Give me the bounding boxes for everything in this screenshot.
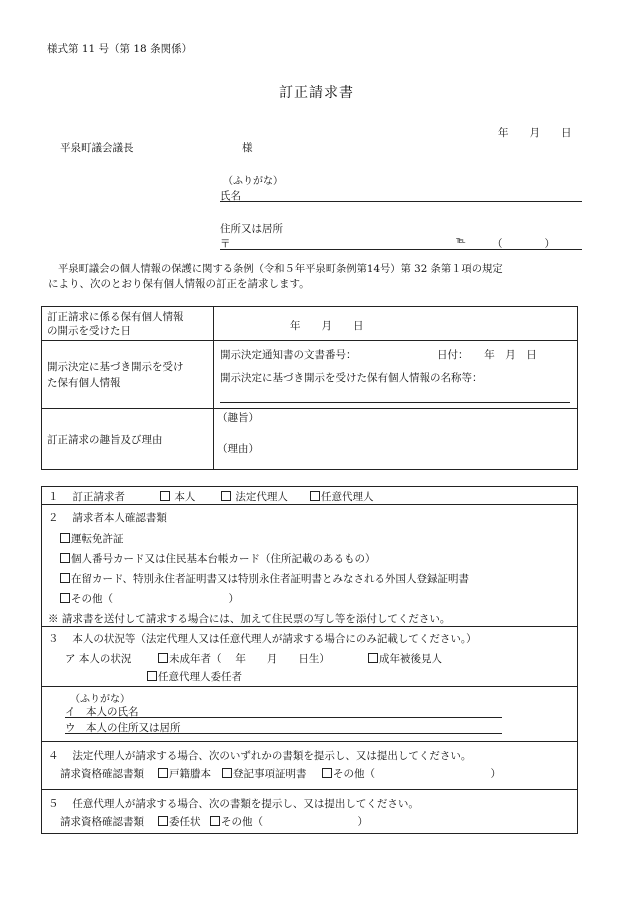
option-self[interactable] bbox=[160, 489, 195, 504]
option-delegator[interactable] bbox=[147, 669, 242, 684]
option-registry-cert[interactable] bbox=[222, 766, 307, 781]
option-label: 任意代理人委任者 bbox=[158, 671, 242, 683]
table-row-line bbox=[41, 741, 577, 742]
option-label: その他（ ） bbox=[221, 816, 368, 828]
checkbox[interactable] bbox=[147, 671, 157, 681]
principal-name-label: イ 本人の氏名 bbox=[65, 706, 139, 718]
principal-address-field[interactable] bbox=[65, 733, 502, 734]
row2-label-1: 開示決定に基づき開示を受け bbox=[47, 361, 184, 373]
checkbox[interactable] bbox=[210, 816, 220, 826]
id-doc-label: 個人番号カード又は住民基本台帳カード（住所記載のあるもの） bbox=[71, 553, 376, 565]
id-doc-label: 在留カード、特別永住者証明書又は特別永住者証明書とみなされる外国人登録証明書 bbox=[71, 573, 470, 585]
option-label: 本人 bbox=[174, 491, 196, 503]
name-field[interactable] bbox=[220, 201, 582, 202]
option-label: 未成年者（ 年 月 日生） bbox=[169, 653, 330, 665]
row3-label: 訂正請求の趣旨及び理由 bbox=[47, 434, 163, 446]
date-line: 年 月 日 bbox=[498, 127, 572, 139]
furigana-label: （ふりがな） bbox=[223, 176, 283, 187]
option-label: 登記事項証明書 bbox=[233, 768, 307, 780]
row2-name[interactable]: 開示決定に基づき開示を受けた保有個人情報の名称等： bbox=[220, 372, 483, 384]
checkbox[interactable] bbox=[158, 768, 168, 778]
intro-line-1: 平泉町議会の個人情報の保護に関する条例（令和５年平泉町条例第14号）第 32 条第１項の規定 bbox=[58, 263, 503, 275]
section5-heading: ５ 任意代理人が請求する場合、次の書類を提示し、又は提出してください。 bbox=[48, 798, 419, 810]
option-label: 戸籍謄本 bbox=[169, 768, 211, 780]
table-row-line bbox=[41, 408, 577, 409]
table-divider bbox=[213, 306, 214, 469]
checkbox[interactable] bbox=[322, 768, 332, 778]
intro-line-2: により、次のとおり保有個人情報の訂正を請求します。 bbox=[48, 278, 310, 290]
table-row-line bbox=[41, 626, 577, 627]
row1-value[interactable]: 年 月 日 bbox=[290, 320, 364, 332]
checkbox[interactable] bbox=[160, 491, 170, 501]
section3-heading: ３ 本人の状況等（法定代理人又は任意代理人が請求する場合にのみ記載してください。） bbox=[48, 633, 477, 645]
option-power-of-attorney[interactable] bbox=[158, 814, 201, 829]
row3-reason[interactable]: （理由） bbox=[217, 443, 259, 455]
id-doc-label: その他（ ） bbox=[71, 593, 239, 605]
page-title: 訂正請求書 bbox=[279, 85, 354, 101]
option-legal-agent[interactable] bbox=[221, 489, 288, 504]
section4-heading: ４ 法定代理人が請求する場合、次のいずれかの書類を提示し、又は提出してください。 bbox=[48, 750, 472, 762]
section4-docs-label: 請求資格確認書類 bbox=[60, 768, 144, 780]
checkbox[interactable] bbox=[60, 533, 70, 543]
principal-name-field[interactable] bbox=[65, 717, 502, 718]
id-doc-1[interactable] bbox=[60, 531, 124, 546]
row2-date[interactable]: 日付： 年 月 日 bbox=[437, 349, 537, 361]
checkbox[interactable] bbox=[368, 653, 378, 663]
option-ward[interactable] bbox=[368, 651, 442, 666]
option-label: 成年被後見人 bbox=[379, 653, 442, 665]
row2-doc-no[interactable]: 開示決定通知書の文書番号： bbox=[220, 349, 357, 361]
table-row-line bbox=[41, 789, 577, 790]
option-label: 任意代理人 bbox=[321, 491, 374, 503]
checkbox[interactable] bbox=[60, 573, 70, 583]
option-other-5[interactable] bbox=[210, 814, 368, 829]
row1-label-2: の開示を受けた日 bbox=[47, 325, 131, 337]
section5-docs-label: 請求資格確認書類 bbox=[60, 816, 144, 828]
checkbox[interactable] bbox=[158, 653, 168, 663]
name-label: 氏名 bbox=[220, 190, 241, 202]
id-doc-3[interactable] bbox=[60, 571, 469, 586]
status-label: ア 本人の状況 bbox=[65, 653, 132, 665]
row3-purpose[interactable]: （趣旨） bbox=[217, 412, 259, 424]
row1-label-1: 訂正請求に係る保有個人情報 bbox=[47, 311, 184, 323]
section1-label: １ 訂正請求者 bbox=[48, 491, 125, 503]
checkbox[interactable] bbox=[60, 593, 70, 603]
address-field[interactable] bbox=[220, 249, 582, 250]
form-number: 様式第 11 号（第 18 条関係） bbox=[47, 43, 193, 55]
principal-address-label: ウ 本人の住所又は居所 bbox=[65, 722, 181, 734]
table-row-line bbox=[41, 504, 577, 505]
checkbox[interactable] bbox=[60, 553, 70, 563]
checkbox[interactable] bbox=[158, 816, 168, 826]
table-row-line bbox=[41, 686, 577, 687]
checkbox[interactable] bbox=[310, 491, 320, 501]
row2-label-2: た保有個人情報 bbox=[47, 377, 121, 389]
row2-name-field[interactable] bbox=[220, 402, 570, 403]
addressee: 平泉町議会議長 bbox=[60, 142, 134, 154]
id-doc-2[interactable] bbox=[60, 551, 376, 566]
section2-note: ※ 請求書を送付して請求する場合には、加えて住民票の写し等を添付してください。 bbox=[48, 613, 451, 625]
option-minor[interactable] bbox=[158, 651, 330, 666]
tel-icon: ℡ bbox=[456, 236, 466, 246]
checkbox[interactable] bbox=[222, 768, 232, 778]
option-label: その他（ ） bbox=[333, 768, 501, 780]
principal-furigana: （ふりがな） bbox=[70, 694, 130, 705]
option-label: 委任状 bbox=[169, 816, 201, 828]
section2-heading: ２ 請求者本人確認書類 bbox=[48, 512, 167, 524]
id-doc-4[interactable] bbox=[60, 591, 239, 606]
sama-label: 様 bbox=[242, 142, 253, 154]
table-row-line bbox=[41, 340, 577, 341]
tel-paren: （ ） bbox=[492, 238, 555, 250]
option-label: 法定代理人 bbox=[235, 491, 288, 503]
option-family-register[interactable] bbox=[158, 766, 211, 781]
address-label: 住所又は居所 bbox=[220, 223, 283, 235]
checkbox[interactable] bbox=[221, 491, 231, 501]
option-voluntary-agent[interactable] bbox=[310, 489, 374, 504]
postal-mark: 〒 bbox=[220, 238, 231, 250]
id-doc-label: 運転免許証 bbox=[71, 533, 124, 545]
option-other-4[interactable] bbox=[322, 766, 501, 781]
